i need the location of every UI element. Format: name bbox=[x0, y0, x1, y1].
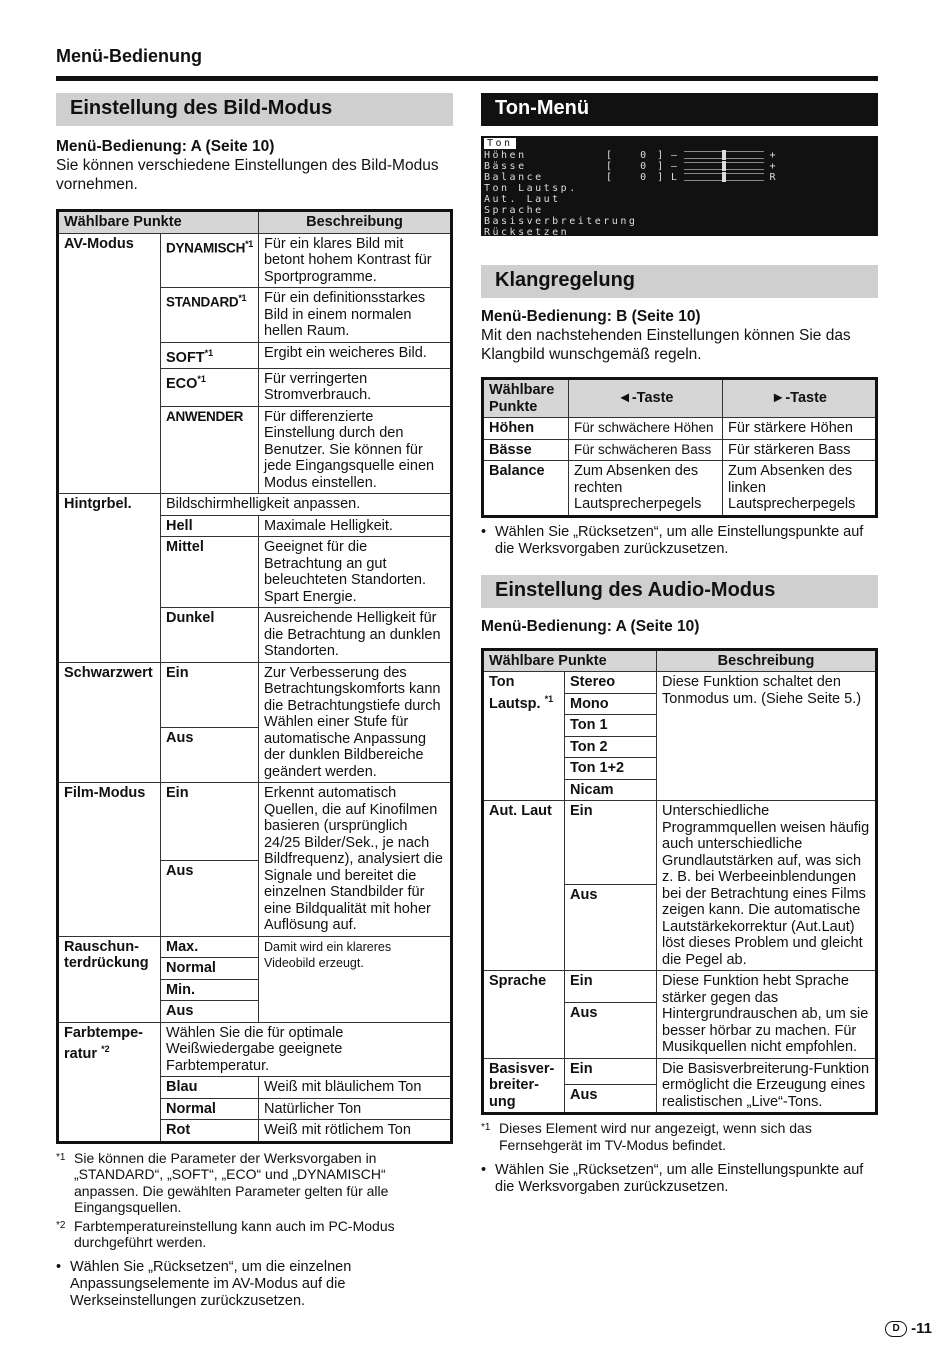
option-label: Normal bbox=[161, 1098, 259, 1120]
table-row bbox=[58, 1022, 452, 1077]
table-row bbox=[58, 494, 452, 516]
osd-row: Balance [ 0 ] L R bbox=[484, 172, 779, 183]
cell: Zum Absenken des rechten Lautsprecherpegels bbox=[569, 461, 723, 517]
table-header bbox=[483, 649, 877, 672]
option-label: Hell bbox=[161, 515, 259, 537]
option-desc: Für differenzierte Einstellung durch den Benutzer. Sie können für jede Eingangsquelle einen Modus einstellen. bbox=[258, 406, 451, 494]
option-desc: Die Basisverbreiterung-Funktion ermöglicht die Erzeugung eines realistischen „Live“-Tons. bbox=[657, 1058, 877, 1114]
option-desc: Für ein klares Bild mit betont hohem Kontrast für Sportprogramme. bbox=[258, 233, 451, 288]
table-row bbox=[483, 672, 877, 694]
option-label: Aus bbox=[565, 1084, 657, 1114]
osd-row: Höhen [ 0 ] — + bbox=[484, 150, 779, 161]
cell: Zum Absenken des linken Lautsprecherpegels bbox=[723, 461, 877, 517]
cell: Für schwächeren Bass bbox=[569, 439, 723, 461]
option-label: Aus bbox=[565, 1003, 657, 1059]
cell: Für stärkere Höhen bbox=[723, 418, 877, 440]
option-label: Dunkel bbox=[161, 608, 259, 663]
osd-tab: Ton bbox=[484, 138, 516, 149]
osd-item: Ton Lautsp. bbox=[484, 183, 578, 194]
option-label: Aus bbox=[565, 885, 657, 971]
table-row bbox=[483, 439, 877, 461]
option-desc: Zur Verbesserung des Betrachtungskomforts kann die Betrachtungstiefe durch Wählen einer Stufe für automatische Anpassung der dunklen Bildbereiche geändert werden. bbox=[258, 662, 451, 783]
col-header: Beschreibung bbox=[657, 649, 877, 672]
row-desc: Wählen Sie die für optimale Weißwiedergabe geeignete Farbtemperatur. bbox=[161, 1022, 452, 1077]
row-label: Film-Modus bbox=[58, 783, 161, 937]
table-header bbox=[58, 211, 452, 234]
bullet-note: • Wählen Sie „Rücksetzen“, um alle Einstellungspunkte auf die Werksvorgaben zurückzusetzen. bbox=[481, 1162, 864, 1195]
option-label: Min. bbox=[161, 979, 259, 1001]
option-label: Ton 1 bbox=[565, 715, 657, 737]
option-desc: Diese Funktion schaltet den Tonmodus um. (Siehe Seite 5.) bbox=[657, 672, 877, 801]
klang-intro: Mit den nachstehenden Einstellungen können Sie das Klangbild wunschgemäß regeln. bbox=[481, 327, 851, 363]
row-label: Basisver-breiter-ung bbox=[483, 1058, 565, 1114]
bild-intro: Sie können verschiedene Einstellungen des Bild-Modus vornehmen. bbox=[56, 157, 439, 193]
klang-section-title: Klangregelung bbox=[481, 265, 878, 298]
table-header bbox=[483, 379, 877, 418]
option-desc: Unterschiedliche Programmquellen weisen häufig auch unterschiedliche Grundlautstärken auf, was sich z. B. bei Werbeeinblendungen bei der Betrachtung eines Films zeigen kann. Die automatische Lautstärkekorrektur (Aut.Laut) löst dieses Problem und gleicht die Pegel ab. bbox=[657, 801, 877, 971]
col-header: Wählbare Punkte bbox=[483, 649, 657, 672]
osd-screen bbox=[481, 136, 878, 236]
row-label: Sprache bbox=[483, 971, 565, 1059]
option-label: Ton 1+2 bbox=[565, 758, 657, 780]
option-desc: Damit wird ein klareres Videobild erzeugt. bbox=[258, 936, 451, 1022]
row-desc: Bildschirmhelligkeit anpassen. bbox=[161, 494, 452, 516]
option-label: Ein bbox=[161, 662, 259, 727]
row-label: Aut. Laut bbox=[483, 801, 565, 971]
option-label: Mittel bbox=[161, 537, 259, 608]
option-label: DYNAMISCH$^{*1}$ bbox=[161, 233, 259, 288]
audio-section-title: Einstellung des Audio-Modus bbox=[481, 575, 878, 608]
footnote: *1 Dieses Element wird nur angezeigt, wenn sich das Fernsehgerät im TV-Modus befindet. bbox=[481, 1120, 812, 1153]
option-label: Ton 2 bbox=[565, 736, 657, 758]
option-desc: Geeignet für die Betrachtung an gut beleuchteten Standorten. Spart Energie. bbox=[258, 537, 451, 608]
option-label: Aus bbox=[161, 1001, 259, 1023]
cell: Für stärkeren Bass bbox=[723, 439, 877, 461]
bullet-note: • Wählen Sie „Rücksetzen“, um alle Einstellungspunkte auf die Werksvorgaben zurückzusetzen. bbox=[481, 523, 864, 557]
option-label: Blau bbox=[161, 1077, 259, 1099]
bild-table bbox=[56, 209, 453, 1144]
row-label: Balance bbox=[483, 461, 569, 517]
table-row bbox=[483, 1058, 877, 1084]
bullet-note: • Wählen Sie „Rücksetzen“, um die einzelnen Anpassungselemente im AV-Modus auf die Werkseinstellungen zurückzusetzen. bbox=[56, 1258, 352, 1309]
option-desc: Ergibt ein weicheres Bild. bbox=[258, 342, 451, 368]
table-row bbox=[58, 233, 452, 288]
row-label: Bässe bbox=[483, 439, 569, 461]
cell: Für schwächere Höhen bbox=[569, 418, 723, 440]
option-label: Nicam bbox=[565, 779, 657, 801]
option-desc: Für ein definitionsstarkes Bild in einem normalen hellen Raum. bbox=[258, 288, 451, 343]
osd-slider bbox=[684, 173, 764, 181]
col-header: ►-Taste bbox=[723, 379, 877, 418]
row-label: Farbtempe-ratur $^{*2}$ bbox=[58, 1022, 161, 1142]
osd-slider bbox=[684, 151, 764, 159]
row-label: Höhen bbox=[483, 418, 569, 440]
option-label: Ein bbox=[565, 1058, 657, 1084]
table-row bbox=[58, 662, 452, 727]
option-label: Mono bbox=[565, 693, 657, 715]
option-desc: Für verringerten Stromverbrauch. bbox=[258, 368, 451, 406]
option-desc: Weiß mit bläulichem Ton bbox=[258, 1077, 451, 1099]
left-column bbox=[56, 93, 453, 1310]
page-number bbox=[885, 1320, 932, 1337]
osd-slider bbox=[684, 162, 764, 170]
footnote: *2 Farbtemperatureinstellung kann auch im PC-Modus durchgeführt werden. bbox=[56, 1217, 395, 1251]
row-label: Ton Lautsp. $^{*1}$ bbox=[483, 672, 565, 801]
row-label: AV-Modus bbox=[58, 233, 161, 494]
col-header: Wählbare Punkte bbox=[483, 379, 569, 418]
option-desc: Natürlicher Ton bbox=[258, 1098, 451, 1120]
col-header: ◄-Taste bbox=[569, 379, 723, 418]
option-label: Aus bbox=[161, 861, 259, 937]
option-label: STANDARD$^{*1}$ bbox=[161, 288, 259, 343]
option-label: SOFT$^{*1}$ bbox=[161, 342, 259, 368]
page-header: Menü-Bedienung bbox=[56, 46, 202, 66]
osd-item: Sprache bbox=[484, 205, 544, 216]
table-row bbox=[58, 936, 452, 958]
table-row bbox=[483, 461, 877, 517]
osd-item: Aut. Laut bbox=[484, 194, 561, 205]
col-header: Wählbare Punkte bbox=[58, 211, 259, 234]
option-desc: Diese Funktion hebt Sprache stärker gegen das Hintergrundrauschen ab, um sie besser hörbar zu machen. Für Musikquellen nicht empfohlen. bbox=[657, 971, 877, 1059]
table-row bbox=[483, 971, 877, 1003]
option-label: Rot bbox=[161, 1120, 259, 1143]
table-row bbox=[483, 801, 877, 885]
language-badge: D bbox=[885, 1321, 907, 1337]
osd-row: Bässe [ 0 ] — + bbox=[484, 161, 779, 172]
ton-menu-title: Ton-Menü bbox=[481, 93, 878, 126]
row-label: Hintgrbel. bbox=[58, 494, 161, 663]
header-rule bbox=[56, 76, 878, 81]
table-row bbox=[58, 783, 452, 861]
option-label: Ein bbox=[161, 783, 259, 861]
option-label: ECO$^{*1}$ bbox=[161, 368, 259, 406]
klang-table bbox=[481, 377, 878, 518]
option-label: Max. bbox=[161, 936, 259, 958]
page-number-text: -11 bbox=[911, 1320, 932, 1337]
osd-item: Basisverbreiterung bbox=[484, 216, 638, 227]
option-label: Aus bbox=[161, 727, 259, 783]
osd-item: Rücksetzen bbox=[484, 227, 570, 238]
option-desc: Maximale Helligkeit. bbox=[258, 515, 451, 537]
bild-menu-ref: Menü-Bedienung: A (Seite 10) bbox=[56, 138, 275, 155]
option-label: ANWENDER bbox=[161, 406, 259, 494]
audio-table bbox=[481, 648, 878, 1116]
table-row bbox=[483, 418, 877, 440]
audio-menu-ref: Menü-Bedienung: A (Seite 10) bbox=[481, 617, 700, 635]
option-desc: Erkennt automatisch Quellen, die auf Kinofilmen basieren (ursprünglich 24/25 Bilder/Sek., je nach Bildfrequenz), analysiert die Signale und bereitet die einzelnen Standbilder für eine Bildqualität mit hoher Auflösung auf. bbox=[258, 783, 451, 937]
bild-section-title: Einstellung des Bild-Modus bbox=[56, 93, 453, 126]
option-desc: Weiß mit rötlichem Ton bbox=[258, 1120, 451, 1143]
option-label: Stereo bbox=[565, 672, 657, 694]
klang-menu-ref: Menü-Bedienung: B (Seite 10) bbox=[481, 308, 701, 325]
option-label: Ein bbox=[565, 801, 657, 885]
footnote: *1 Sie können die Parameter der Werksvorgaben in „STANDARD“, „SOFT“, „ECO“ und „DYNAMISCH“ anpassen. Die gewählten Parameter gelten für alle Eingangsquellen. bbox=[56, 1149, 389, 1216]
option-label: Normal bbox=[161, 958, 259, 980]
col-header: Beschreibung bbox=[258, 211, 451, 234]
right-column bbox=[481, 93, 878, 1196]
row-label: Schwarzwert bbox=[58, 662, 161, 783]
row-label: Rauschun-terdrückung bbox=[58, 936, 161, 1022]
option-label: Ein bbox=[565, 971, 657, 1003]
option-desc: Ausreichende Helligkeit für die Betrachtung an dunklen Standorten. bbox=[258, 608, 451, 663]
